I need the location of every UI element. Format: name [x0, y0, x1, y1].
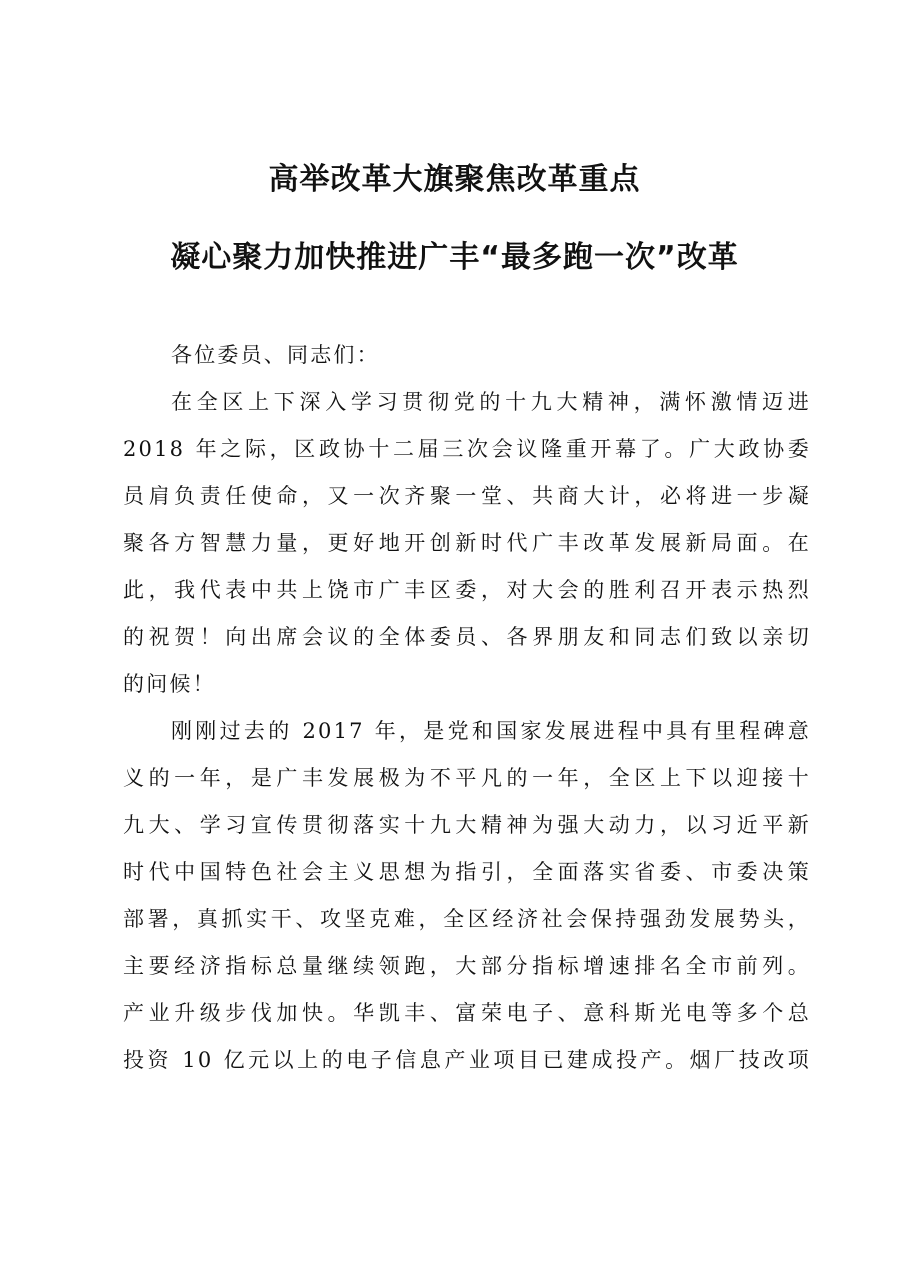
paragraph-line: 2018 年之际，区政协十二届三次会议隆重开幕了。广大政协委 — [123, 437, 811, 461]
paragraph-line: 刚刚过去的 2017 年，是党和国家发展进程中具有里程碑意 — [171, 719, 811, 743]
paragraph-line: 在全区上下深入学习贯彻党的十九大精神，满怀激情迈进 — [171, 390, 811, 414]
paragraph-1 — [123, 383, 811, 703]
paragraph-line: 义的一年，是广丰发展极为不平凡的一年，全区上下以迎接十 — [123, 766, 811, 790]
title-block — [0, 160, 909, 278]
document-title-line-1: 高举改革大旗聚焦改革重点 — [268, 162, 641, 197]
paragraph-line: 聚各方智慧力量，更好地开创新时代广丰改革发展新局面。在 — [123, 531, 811, 555]
paragraph-line: 的祝贺！向出席会议的全体委员、各界朋友和同志们致以亲切 — [123, 625, 811, 649]
paragraph-line: 产业升级步伐加快。华凯丰、富荣电子、意科斯光电等多个总 — [123, 1001, 811, 1025]
paragraph-2 — [123, 712, 811, 1079]
paragraph-line: 员肩负责任使命，又一次齐聚一堂、共商大计，必将进一步凝 — [123, 484, 811, 508]
paragraph-line: 时代中国特色社会主义思想为指引，全面落实省委、市委决策 — [123, 860, 811, 884]
paragraph-line: 主要经济指标总量继续领跑，大部分指标增速排名全市前列。 — [123, 954, 811, 978]
paragraph-line: 的问候！ — [123, 672, 216, 696]
salutation: 各位委员、同志们： — [171, 343, 380, 367]
paragraph-line: 此，我代表中共上饶市广丰区委，对大会的胜利召开表示热烈 — [123, 578, 811, 602]
paragraph-line: 部署，真抓实干、攻坚克难，全区经济社会保持强劲发展势头， — [123, 907, 811, 931]
document-body — [123, 336, 811, 1088]
document-title-line-2: 凝心聚力加快推进广丰“最多跑一次”改革 — [170, 240, 739, 275]
paragraph-line: 投资 10 亿元以上的电子信息产业项目已建成投产。烟厂技改项 — [123, 1048, 811, 1072]
paragraph-line: 九大、学习宣传贯彻落实十九大精神为强大动力，以习近平新 — [123, 813, 811, 837]
